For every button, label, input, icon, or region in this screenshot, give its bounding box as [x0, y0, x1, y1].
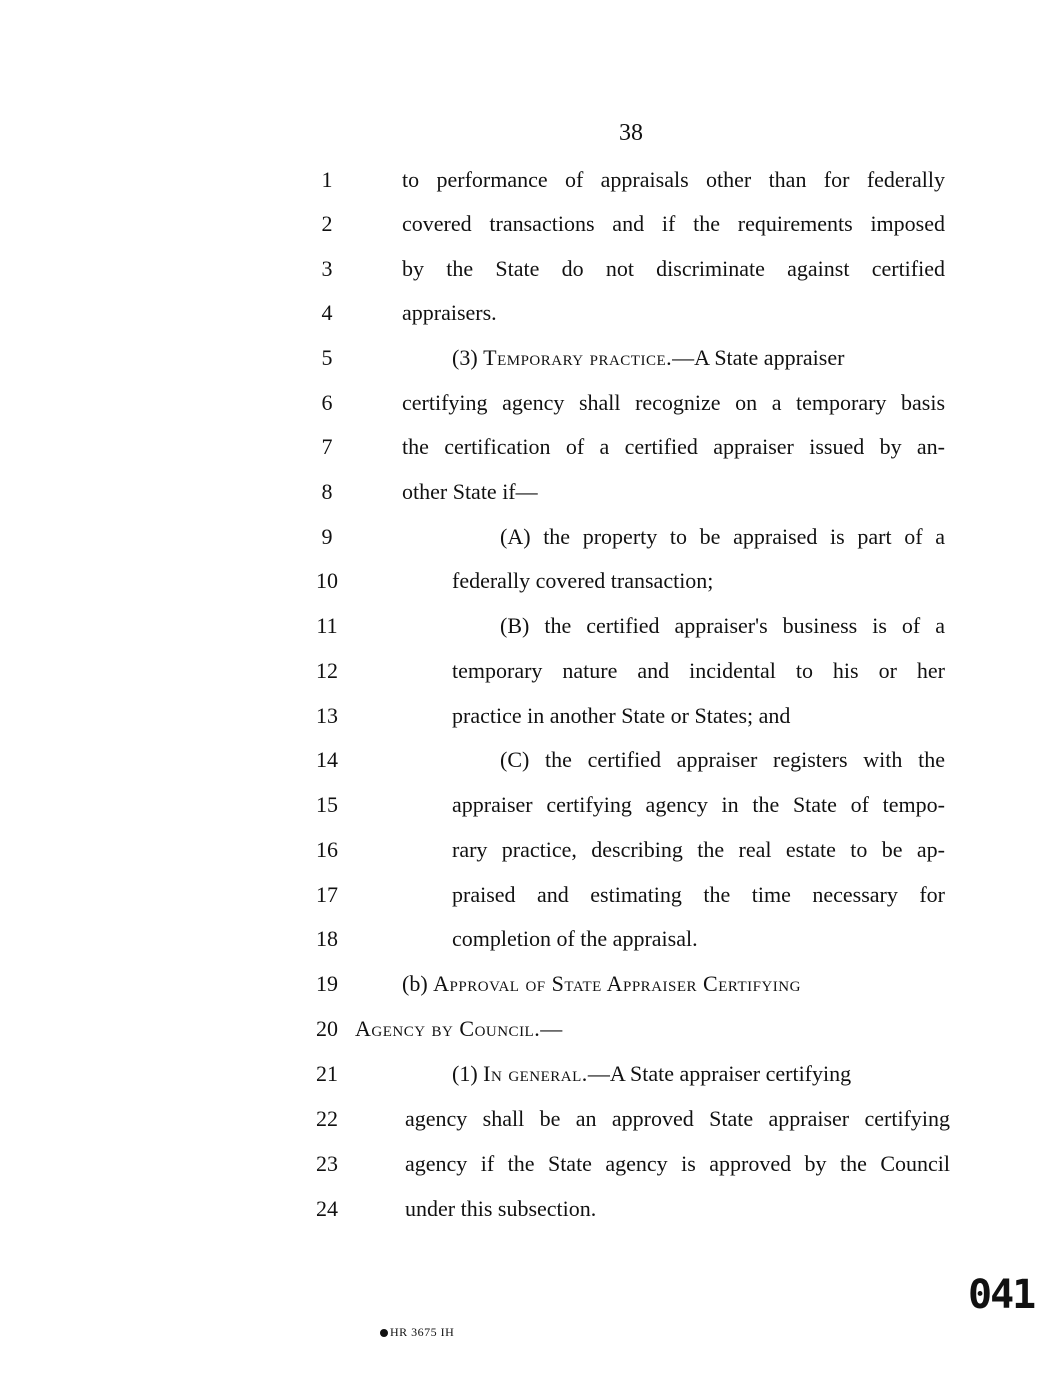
line-number: 22	[316, 1106, 338, 1131]
line-number: 24	[316, 1196, 338, 1221]
text-line: temporary nature and incidental to his or her	[452, 658, 945, 683]
line-number: 13	[316, 703, 338, 728]
bullet-dot-icon	[380, 1329, 388, 1337]
text-line: under this subsection.	[405, 1196, 597, 1221]
text-line: praised and estimating the time necessary for	[452, 882, 945, 907]
text-line: covered transactions and if the requirements imposed	[402, 211, 945, 236]
line-number: 11	[316, 613, 338, 638]
line-number: 15	[316, 792, 338, 817]
text-line: completion of the appraisal.	[452, 926, 698, 951]
text-line: appraisers.	[402, 300, 497, 325]
line-number: 21	[316, 1061, 338, 1086]
text-line	[355, 1015, 562, 1043]
line-number: 3	[321, 256, 333, 281]
line-number: 5	[321, 345, 333, 370]
section-heading: Temporary practice.	[483, 345, 673, 370]
line-number: 10	[316, 568, 338, 593]
paragraph-lead: (3)	[452, 345, 484, 370]
paragraph-lead: (b)	[402, 971, 434, 996]
text-line: to performance of appraisals other than for federally	[402, 167, 945, 192]
text-run: —A State appraiser certifying	[587, 1061, 852, 1086]
text-line	[452, 1060, 950, 1088]
page-number: 38	[619, 120, 643, 146]
text-line: other State if—	[402, 479, 538, 504]
text-line: (B) the certified appraiser's business is of a	[500, 613, 945, 638]
line-number: 9	[321, 524, 333, 549]
line-number: 19	[316, 971, 338, 996]
text-line: certifying agency shall recognize on a temporary basis	[402, 390, 945, 415]
line-number: 1	[321, 167, 333, 192]
section-heading: Approval of State Appraiser Certifying	[433, 971, 801, 996]
line-number: 23	[316, 1151, 338, 1176]
text-line: practice in another State or States; and	[452, 703, 791, 728]
text-line	[402, 970, 950, 998]
line-number: 17	[316, 882, 338, 907]
text-line: (A) the property to be appraised is part of a	[500, 524, 945, 549]
section-heading: Agency by Council.	[355, 1016, 541, 1041]
text-line: agency shall be an approved State appraiser certifying	[405, 1106, 950, 1131]
text-line: the certification of a certified appraiser issued by an-	[402, 434, 945, 459]
line-number: 2	[321, 211, 333, 236]
text-line: (C) the certified appraiser registers with the	[500, 747, 945, 772]
line-number: 12	[316, 658, 338, 683]
line-number: 18	[316, 926, 338, 951]
line-number: 8	[321, 479, 333, 504]
line-number: 14	[316, 747, 338, 772]
text-line: federally covered transaction;	[452, 568, 714, 593]
text-run: —A State appraiser	[672, 345, 845, 370]
line-number: 7	[321, 434, 333, 459]
document-stamp: 041	[968, 1272, 1035, 1318]
text-line: by the State do not discriminate against certified	[402, 256, 945, 281]
line-number: 4	[321, 300, 333, 325]
text-line: agency if the State agency is approved by the Council	[405, 1151, 950, 1176]
text-line	[452, 344, 945, 372]
bill-identifier-text: HR 3675 IH	[390, 1325, 455, 1339]
bill-identifier	[380, 1325, 454, 1340]
paragraph-lead: (1)	[452, 1061, 484, 1086]
line-number: 16	[316, 837, 338, 862]
text-run: —	[540, 1016, 563, 1041]
text-line: rary practice, describing the real estate to be ap-	[452, 837, 945, 862]
line-number: 6	[321, 390, 333, 415]
line-number: 20	[316, 1016, 338, 1041]
section-heading: In general.	[483, 1061, 588, 1086]
text-line: appraiser certifying agency in the State of tempo-	[452, 792, 945, 817]
